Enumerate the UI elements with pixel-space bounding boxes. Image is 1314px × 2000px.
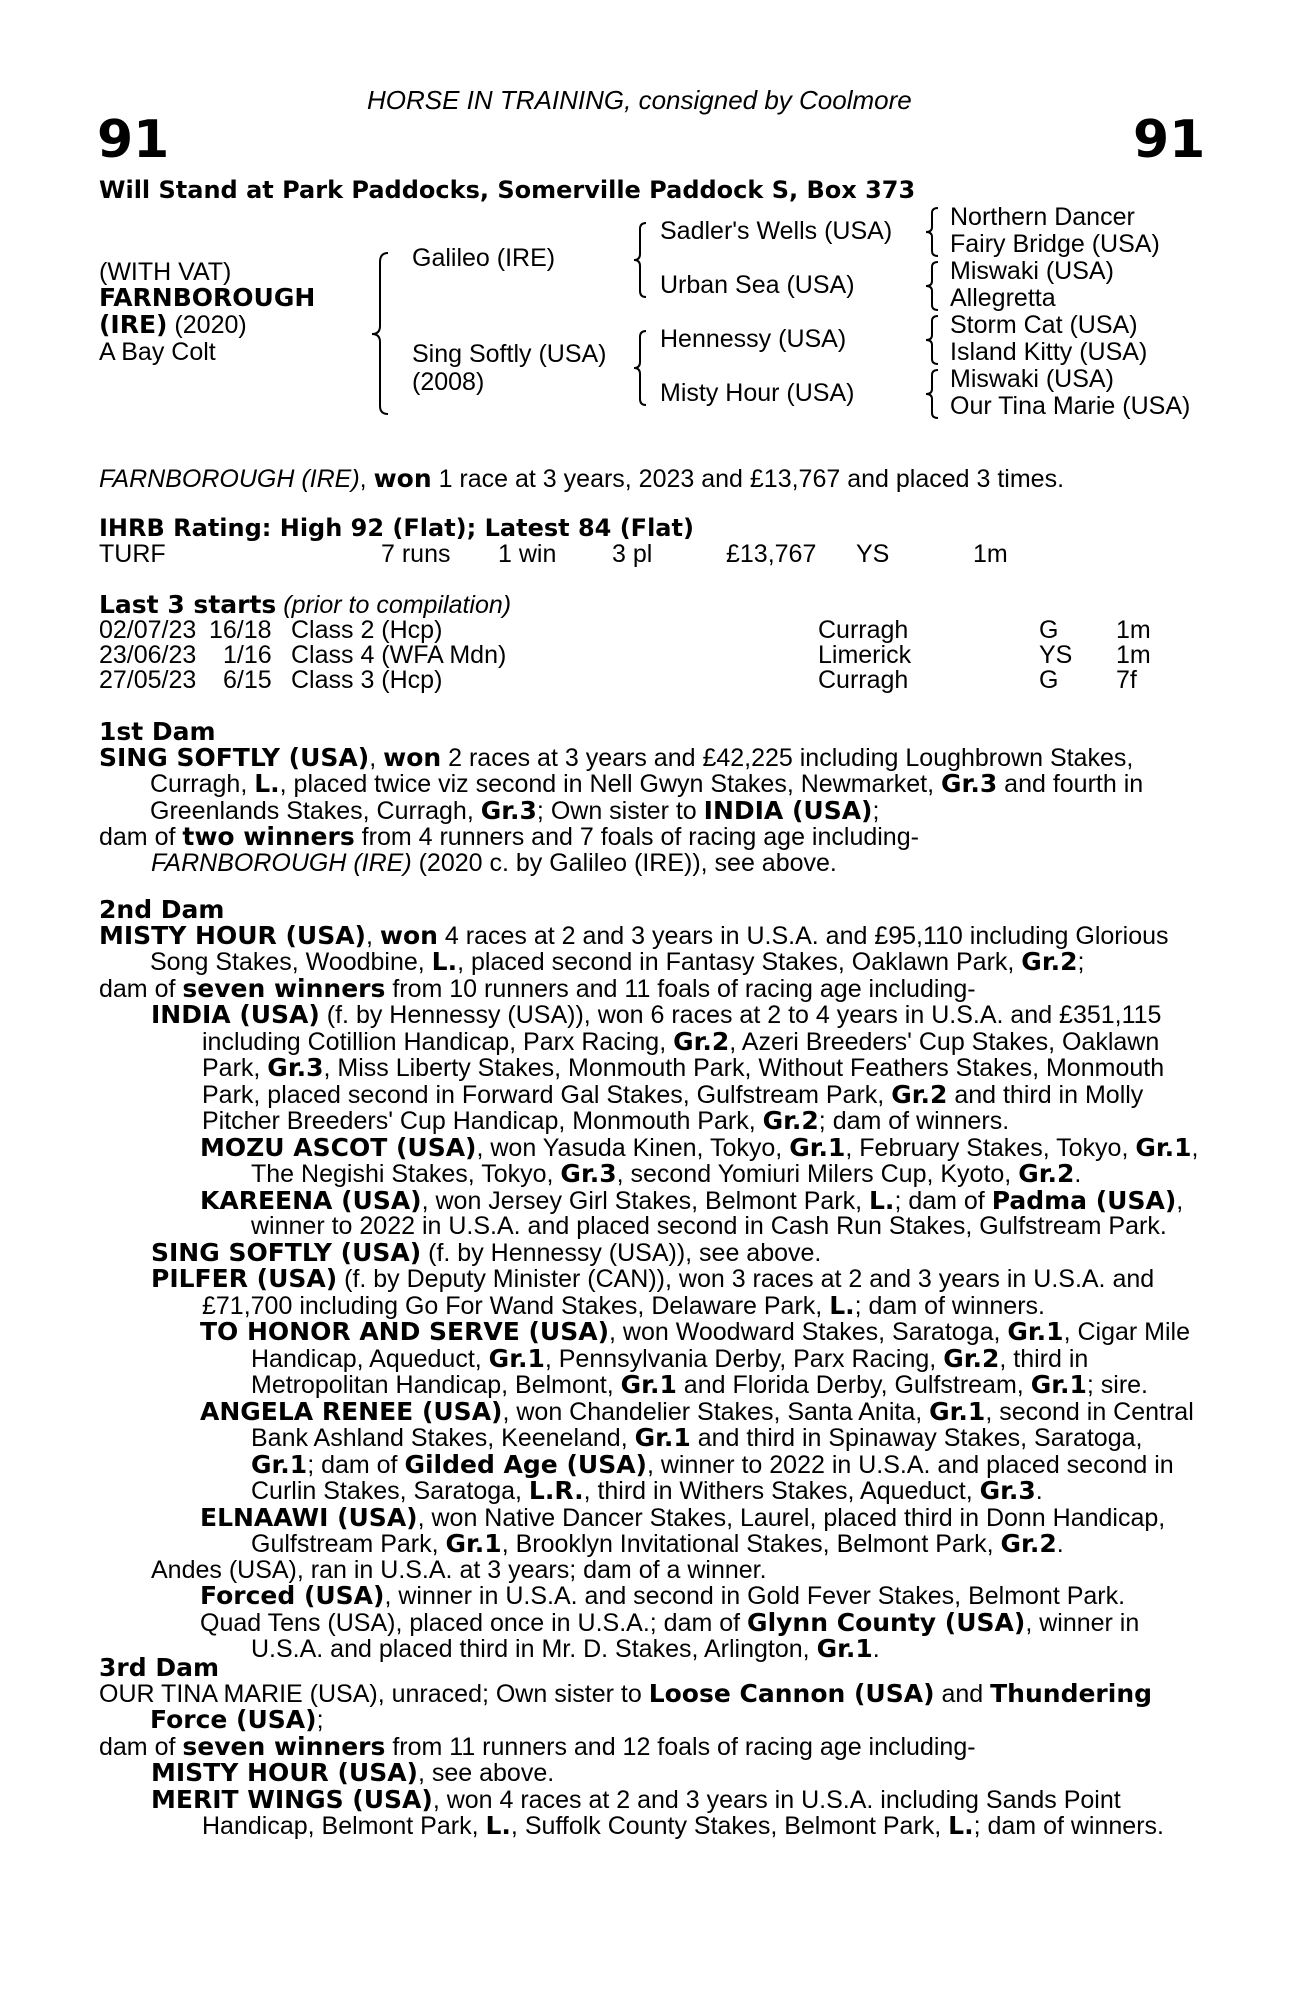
- pedigree-ssd: Fairy Bridge (USA): [950, 230, 1160, 258]
- pedigree-dds: Miswaki (USA): [950, 365, 1114, 393]
- rating-distance: 1m: [973, 540, 1008, 568]
- pedigree-bracket-dam: [628, 328, 652, 408]
- pedigree-bracket-sire: [628, 220, 652, 300]
- produce-elnaawi: ELNAAWI (USA), won Native Dancer Stakes, Laurel, placed third in Donn Handicap, Gulfstream Park, Gr.1, Brooklyn Invitational Stakes, Belmont Park, Gr.2.: [200, 1502, 1166, 1558]
- produce-india: INDIA (USA) (f. by Hennessy (USA)), won 6 races at 2 to 4 years in U.S.A. and £351,115 including Cotillion Handicap, Parx Racing, Gr.2, Azeri Breeders' Cup Stakes, Oaklawn Park, Gr.3, Miss Liberty Stakes, Monmouth Park, Without Feathers Stakes, Monmouth Park, placed second in Forward Gal Stakes, Gulfstream Park, Gr.2 and third in Molly Pitcher Breeders' Cup Handicap, Monmouth Park, Gr.2; dam of winners.: [151, 1000, 1165, 1135]
- pedigree-sire-sire: Sadler's Wells (USA): [660, 217, 893, 245]
- first-dam-section: [99, 719, 1202, 876]
- pedigree-bracket-main: [366, 248, 396, 418]
- horse-name: FARNBOROUGH: [99, 283, 316, 312]
- start-position: 16/18: [209, 616, 272, 644]
- pedigree-sire-dam: Urban Sea (USA): [660, 271, 855, 299]
- start-date: 27/05/23: [99, 666, 197, 694]
- start-class: Class 3 (Hcp): [291, 666, 443, 694]
- start-distance: 1m: [1116, 641, 1151, 669]
- race-summary: FARNBOROUGH (IRE), won 1 race at 3 years, 2023 and £13,767 and placed 3 times.: [99, 464, 1065, 493]
- second-dam-produce: dam of seven winners from 10 runners and 11 foals of racing age including-: [99, 973, 976, 1003]
- start-date: 02/07/23: [99, 616, 197, 644]
- first-dam-foal: FARNBOROUGH (IRE) (2020 c. by Galileo (IRE)), see above.: [151, 848, 837, 877]
- rating-runs: 7 runs: [381, 540, 451, 568]
- lot-number-right: 91: [1133, 110, 1206, 170]
- stable-location: Will Stand at Park Paddocks, Somerville Paddock S, Box 373: [99, 176, 916, 204]
- third-dam-produce: dam of seven winners from 11 runners and 12 foals of racing age including-: [99, 1731, 976, 1761]
- produce-misty-hour: MISTY HOUR (USA), see above.: [151, 1758, 555, 1787]
- start-distance: 7f: [1116, 666, 1137, 694]
- second-dam-heading: 2nd Dam: [99, 895, 225, 924]
- pedigree-sire: Galileo (IRE): [412, 244, 556, 272]
- pedigree-bracket-3d: [920, 367, 944, 421]
- pedigree-dam-dam: Misty Hour (USA): [660, 379, 855, 407]
- first-dam-heading: 1st Dam: [99, 717, 216, 746]
- produce-angela-renee: ANGELA RENEE (USA), won Chandelier Stakes, Santa Anita, Gr.1, second in Central Bank Ashland Stakes, Keeneland, Gr.1 and third in Spinaway Stakes, Saratoga, Gr.1; dam of Gilded Age (USA), winner to 2022 in U.S.A. and placed second in Curlin Stakes, Saratoga, L.R., third in Withers Stakes, Aqueduct, Gr.3.: [200, 1396, 1194, 1505]
- horse-suffix-year: (IRE) (2020): [99, 310, 247, 339]
- pedigree-dam: Sing Softly (USA): [412, 340, 607, 368]
- produce-sing-softly: SING SOFTLY (USA) (f. by Hennessy (USA)), see above.: [151, 1237, 822, 1267]
- produce-mozu-ascot: MOZU ASCOT (USA), won Yasuda Kinen, Tokyo, Gr.1, February Stakes, Tokyo, Gr.1, The Negishi Stakes, Tokyo, Gr.3, second Yomiuri Milers Cup, Kyoto, Gr.2.: [200, 1132, 1199, 1188]
- rating-prize: £13,767: [726, 540, 817, 568]
- pedigree-dsd: Island Kitty (USA): [950, 338, 1148, 366]
- pedigree-bracket-3b: [920, 259, 944, 313]
- third-dam-section: [99, 1655, 1202, 1840]
- pedigree-dam-year: (2008): [412, 368, 485, 396]
- vat-note: (WITH VAT): [99, 258, 232, 286]
- second-dam-record: MISTY HOUR (USA), won 4 races at 2 and 3 years in U.S.A. and £95,110 including Glorious Song Stakes, Woodbine, L., placed second in Fantasy Stakes, Oaklawn Park, Gr.2;: [99, 920, 1169, 976]
- pedigree-sss: Northern Dancer: [950, 203, 1135, 231]
- pedigree-dss: Storm Cat (USA): [950, 311, 1138, 339]
- rating-going: YS: [856, 540, 890, 568]
- page-subtitle: HORSE IN TRAINING, consigned by Coolmore: [367, 85, 912, 115]
- second-dam-section: [99, 897, 1202, 1663]
- pedigree-dam-sire: Hennessy (USA): [660, 325, 847, 353]
- start-going: G: [1039, 666, 1059, 694]
- start-class: Class 4 (WFA Mdn): [291, 641, 507, 669]
- produce-pilfer: PILFER (USA) (f. by Deputy Minister (CAN)), won 3 races at 2 and 3 years in U.S.A. and £71,700 including Go For Wand Stakes, Delaware Park, L.; dam of winners.: [151, 1264, 1155, 1320]
- lot-number-left: 91: [97, 110, 170, 170]
- start-class: Class 2 (Hcp): [291, 616, 443, 644]
- start-date: 23/06/23: [99, 641, 197, 669]
- pedigree-bracket-3a: [920, 205, 944, 259]
- horse-description: A Bay Colt: [99, 338, 216, 366]
- start-course: Limerick: [818, 641, 912, 669]
- start-course: Curragh: [818, 666, 909, 694]
- start-going: G: [1039, 616, 1059, 644]
- pedigree-sdd: Allegretta: [950, 284, 1056, 312]
- rating-wins: 1 win: [498, 540, 557, 568]
- rating-surface: TURF: [99, 540, 166, 568]
- last-starts-title: Last 3 starts (prior to compilation): [99, 590, 512, 619]
- produce-andes: Andes (USA), ran in U.S.A. at 3 years; dam of a winner.: [151, 1555, 767, 1584]
- start-position: 1/16: [223, 641, 272, 669]
- start-course: Curragh: [818, 616, 909, 644]
- produce-forced: Forced (USA), winner in U.S.A. and second in Gold Fever Stakes, Belmont Park.: [200, 1581, 1126, 1610]
- start-going: YS: [1039, 641, 1073, 669]
- produce-merit-wings: MERIT WINGS (USA), won 4 races at 2 and 3 years in U.S.A. including Sands Point Handicap, Belmont Park, L., Suffolk County Stakes, Belmont Park, L.; dam of winners.: [151, 1784, 1164, 1840]
- produce-quad-tens: Quad Tens (USA), placed once in U.S.A.; dam of Glynn County (USA), winner in U.S.A. and placed third in Mr. D. Stakes, Arlington, Gr.1.: [200, 1607, 1140, 1663]
- rating-placed: 3 pl: [612, 540, 653, 568]
- pedigree-sds: Miswaki (USA): [950, 257, 1114, 285]
- first-dam-produce: dam of two winners from 4 runners and 7 foals of racing age including-: [99, 822, 919, 851]
- rating-title: IHRB Rating: High 92 (Flat); Latest 84 (Flat): [99, 514, 694, 542]
- start-distance: 1m: [1116, 616, 1151, 644]
- third-dam-record: OUR TINA MARIE (USA), unraced; Own sister to Loose Cannon (USA) and Thundering Force (USA);: [99, 1678, 1153, 1734]
- produce-to-honor-and-serve: TO HONOR AND SERVE (USA), won Woodward Stakes, Saratoga, Gr.1, Cigar Mile Handicap, Aqueduct, Gr.1, Pennsylvania Derby, Parx Racing, Gr.2, third in Metropolitan Handicap, Belmont, Gr.1 and Florida Derby, Gulfstream, Gr.1; sire.: [200, 1317, 1190, 1399]
- pedigree-bracket-3c: [920, 313, 944, 367]
- start-position: 6/15: [223, 666, 272, 694]
- third-dam-heading: 3rd Dam: [99, 1653, 219, 1682]
- pedigree-ddd: Our Tina Marie (USA): [950, 392, 1191, 420]
- produce-kareena: KAREENA (USA), won Jersey Girl Stakes, Belmont Park, L.; dam of Padma (USA), winner to 2022 in U.S.A. and placed second in Cash Run Stakes, Gulfstream Park.: [200, 1185, 1184, 1240]
- first-dam-record: SING SOFTLY (USA), won 2 races at 3 years and £42,225 including Loughbrown Stakes, Curragh, L., placed twice viz second in Nell Gwyn Stakes, Newmarket, Gr.3 and fourth in Greenlands Stakes, Curragh, Gr.3; Own sister to INDIA (USA);: [99, 742, 1144, 825]
